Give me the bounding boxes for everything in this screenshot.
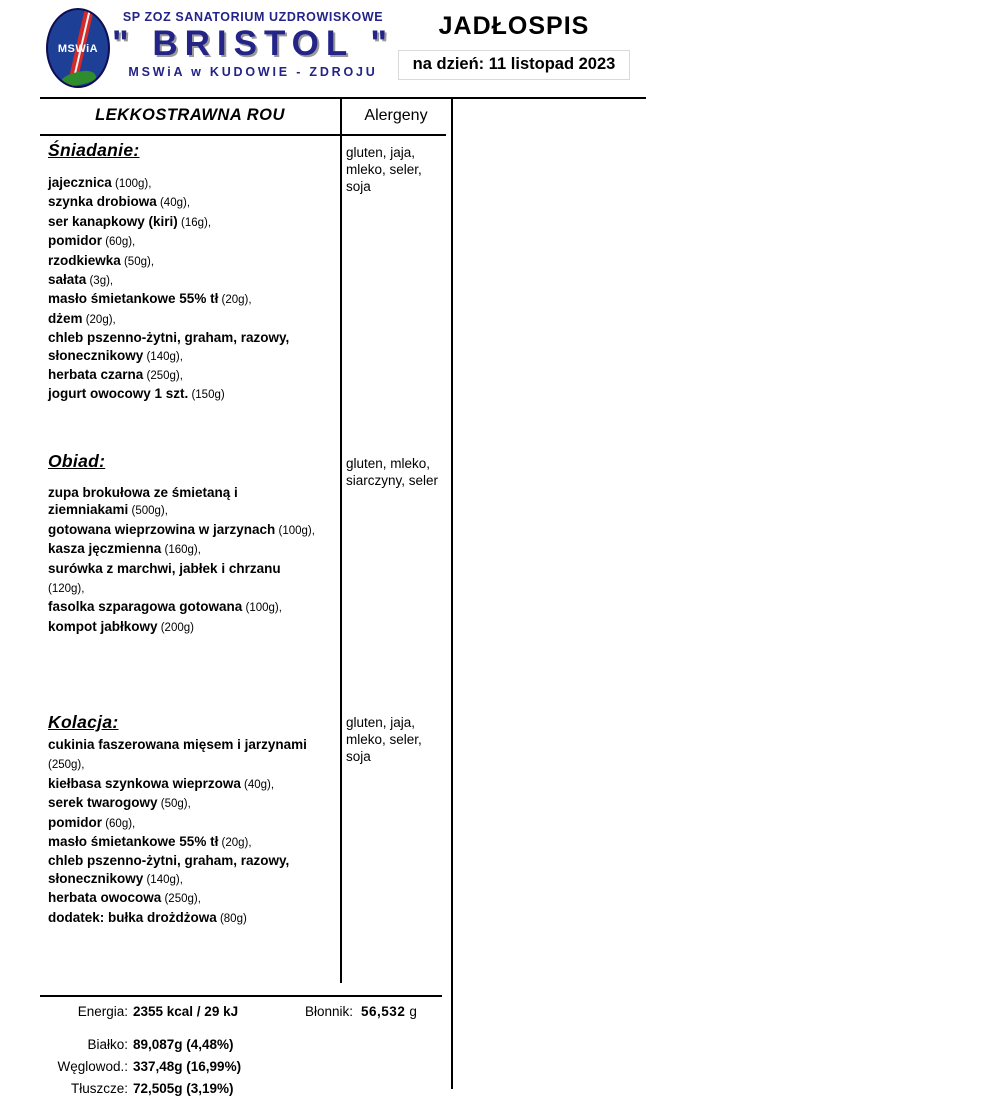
menu-item-weight: (100g),: [275, 524, 315, 537]
menu-item-name: pomidor: [48, 233, 102, 249]
menu-item: [48, 852, 336, 889]
menu-date: na dzień: 11 listopad 2023: [412, 55, 616, 73]
nutrition-label: Tłuszcze:: [70, 1081, 128, 1096]
allergens-text-sniadanie: gluten, jaja, mleko, seler, soja: [346, 145, 422, 194]
menu-item: [48, 598, 320, 617]
menu-item-name: gotowana wieprzowina w jarzynach: [48, 521, 276, 537]
menu-item: [48, 833, 336, 852]
nutrition-value: 337,48g (16,99%): [133, 1059, 242, 1074]
nutrition-value: 72,505g (3,19%): [133, 1081, 234, 1096]
menu-item-weight: (100g),: [242, 602, 282, 615]
nutrition-row: [40, 1037, 234, 1052]
menu-item-weight: (250g),: [161, 893, 201, 906]
menu-item: [48, 290, 334, 309]
menu-item-name: herbata owocowa: [48, 890, 162, 906]
menu-item-weight: (3g),: [86, 275, 114, 288]
menu-item-name: sałata: [48, 272, 87, 288]
menu-item: [48, 193, 334, 212]
nutrition-value: 89,087g (4,48%): [133, 1037, 234, 1052]
allergens-text-kolacja: gluten, jaja, mleko, seler, soja: [346, 715, 422, 764]
menu-item-weight: (100g),: [111, 178, 152, 190]
menu-item: [48, 232, 334, 251]
menu-item: [48, 174, 334, 193]
mswia-logo-badge: [46, 8, 110, 88]
menu-item-name: kompot jabłkowy: [48, 618, 158, 634]
menu-item: [48, 909, 336, 928]
badge-oval: [46, 8, 110, 88]
fiber-unit: g: [409, 1004, 417, 1019]
meal-heading-sniadanie: Śniadanie:: [48, 140, 140, 160]
meal-heading-obiad: Obiad:: [48, 451, 106, 471]
menu-item-weight: (20g),: [82, 313, 116, 326]
menu-item: [48, 271, 334, 290]
menu-item-weight: (40g),: [240, 778, 275, 791]
menu-item-weight: (50g),: [157, 798, 191, 811]
menu-item-weight: (50g),: [120, 255, 155, 268]
meal-items-sniadanie: [48, 174, 334, 405]
fiber-value: 56,532: [361, 1004, 406, 1019]
menu-item-name: zupa brokułowa ze śmietaną i ziemniakami: [48, 485, 238, 518]
menu-item: [48, 252, 334, 271]
menu-item: [48, 618, 320, 637]
menu-item-weight: (20g),: [218, 837, 252, 850]
menu-item-weight: (40g),: [156, 197, 191, 210]
menu-item-name: jogurt owocowy 1 szt.: [48, 386, 189, 402]
document-title-block: [398, 12, 630, 80]
menu-item: [48, 366, 334, 385]
menu-item-name: kiełbasa szynkowa wieprzowa: [48, 775, 241, 791]
diet-column-header: LEKKOSTRAWNA ROU: [95, 106, 285, 124]
menu-item: [48, 540, 320, 559]
menu-item: [48, 889, 336, 908]
menu-item: [48, 385, 334, 404]
nutrition-row: [40, 1004, 238, 1019]
menu-item-weight: (200g): [157, 621, 194, 634]
menu-item: [48, 484, 320, 521]
date-box: [398, 50, 630, 80]
menu-item-name: fasolka szparagowa gotowana: [48, 599, 243, 615]
menu-item: [48, 521, 320, 540]
table-top-border: [40, 97, 646, 99]
menu-item: [48, 814, 336, 833]
menu-item: [48, 310, 334, 329]
menu-item-weight: (60g),: [102, 236, 136, 249]
fiber-label: Błonnik:: [305, 1004, 354, 1019]
menu-item-weight: (150g): [188, 389, 225, 402]
nutrition-row: [40, 1059, 241, 1074]
badge-leaf-icon: [59, 69, 97, 88]
meal-items-kolacja: [48, 736, 336, 928]
menu-item-weight: (16g),: [177, 216, 212, 229]
organization-logo-text: [112, 10, 394, 79]
menu-item-name: ser kanapkowy (kiri): [48, 213, 178, 229]
organization-name-line1: SP ZOZ SANATORIUM UZDROWISKOWE: [122, 10, 384, 24]
menu-item: [48, 775, 336, 794]
menu-item-name: dżem: [48, 310, 83, 326]
allergens-text-obiad: gluten, mleko, siarczyny, seler: [346, 456, 439, 488]
menu-item-weight: (160g),: [161, 544, 201, 557]
menu-item-weight: (250g),: [48, 759, 85, 772]
menu-item-name: szynka drobiowa: [48, 194, 157, 210]
menu-item-weight: (60g),: [102, 817, 136, 830]
menu-item-name: cukinia faszerowana mięsem i jarzynami: [48, 737, 307, 752]
menu-item-name: jajecznica: [48, 175, 112, 190]
menu-item-name: pomidor: [48, 814, 102, 830]
menu-item: [48, 794, 336, 813]
meal-section-sniadanie: [0, 140, 1000, 405]
menu-item-name: chleb pszenno-żytni, graham, razowy, słonecznikowy: [48, 330, 290, 363]
organization-location-line: MSWiA w KUDOWIE - ZDROJU: [128, 65, 378, 79]
table-header-underline: [40, 134, 446, 136]
nutrition-label: Węglowod.:: [57, 1059, 128, 1074]
menu-item-weight: (20g),: [218, 294, 252, 307]
menu-item-weight: (140g),: [143, 873, 183, 886]
meal-items-obiad: [48, 484, 320, 637]
organization-brand-name: " BRISTOL ": [112, 24, 394, 63]
menu-item-name: surówka z marchwi, jabłek i chrzanu: [48, 560, 281, 576]
menu-item-name: chleb pszenno-żytni, graham, razowy, słonecznikowy: [48, 853, 290, 886]
document-title: JADŁOSPIS: [438, 12, 590, 40]
menu-item-weight: (250g),: [143, 370, 183, 383]
meal-heading-kolacja: Kolacja:: [48, 712, 119, 732]
nutrition-label: Białko:: [87, 1037, 128, 1052]
menu-item-weight: (80g): [216, 912, 247, 925]
menu-item: [48, 736, 336, 775]
menu-item-weight: (140g),: [143, 350, 183, 363]
menu-item-weight: (120g),: [48, 583, 85, 596]
menu-item: [48, 329, 334, 366]
menu-item-name: kasza jęczmienna: [48, 541, 162, 557]
table-bottom-border: [40, 995, 442, 997]
menu-item-name: herbata czarna: [48, 367, 144, 383]
allergens-column-header: Alergeny: [364, 107, 428, 124]
menu-item-name: masło śmietankowe 55% tł: [48, 291, 219, 307]
meal-section-kolacja: [0, 712, 1000, 928]
menu-item: [48, 213, 334, 232]
meal-section-obiad: [0, 451, 1000, 637]
menu-item-name: masło śmietankowe 55% tł: [48, 834, 219, 850]
menu-item: [48, 560, 320, 599]
menu-item-weight: (500g),: [128, 505, 168, 518]
badge-mswia-label: MSWiA: [57, 43, 99, 55]
menu-item-name: dodatek: bułka drożdżowa: [48, 909, 217, 925]
fiber-row: [305, 1004, 417, 1019]
nutrition-value: 2355 kcal / 29 kJ: [133, 1004, 239, 1019]
nutrition-row: [40, 1081, 234, 1096]
nutrition-label: Energia:: [77, 1004, 128, 1019]
menu-item-name: serek twarogowy: [48, 795, 158, 811]
menu-item-name: rzodkiewka: [48, 252, 121, 268]
